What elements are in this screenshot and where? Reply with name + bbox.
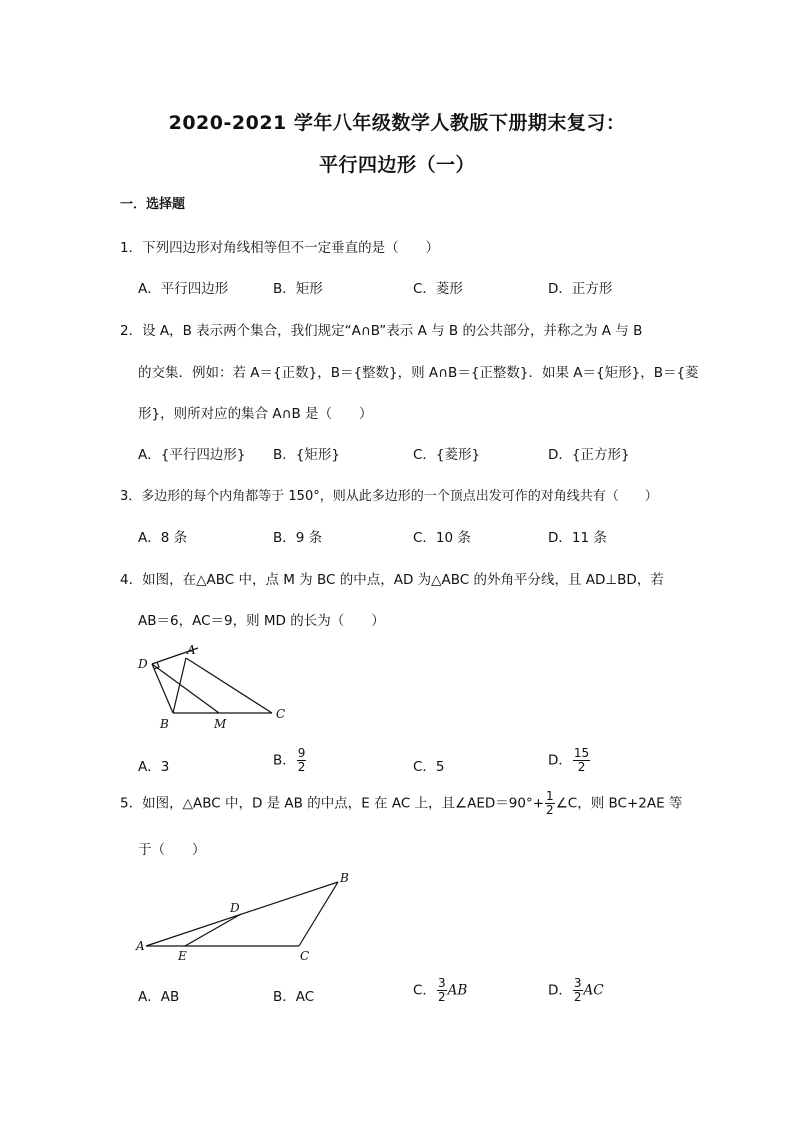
q4-option-d-fraction <box>573 747 590 774</box>
fraction-denominator: 2 <box>297 760 306 774</box>
q4-label-a: A <box>187 643 196 657</box>
q4-option-c: C．5 <box>413 759 445 775</box>
q1-option-d: D．正方形 <box>548 281 613 297</box>
section-heading: 一．选择题 <box>120 197 186 212</box>
q2-line3: 形}，则所对应的集合 A∩B 是（ ） <box>138 406 373 422</box>
q5-label-a: A <box>136 939 145 953</box>
q5-option-c <box>413 977 467 1004</box>
q5-segment-bc <box>299 882 338 946</box>
q5-line2: 于（ ） <box>138 842 206 858</box>
q4-label-m: M <box>214 717 227 731</box>
q2-option-d: D．{正方形} <box>548 447 630 463</box>
fraction-denominator: 2 <box>437 990 446 1004</box>
q4-segment-ac <box>186 658 272 713</box>
q4-option-d <box>548 747 591 774</box>
fraction-numerator: 3 <box>437 976 446 990</box>
q1-option-c: C．菱形 <box>413 281 463 297</box>
q4-option-d-label: D． <box>548 752 572 769</box>
q2-line1: 2．设 A，B 表示两个集合，我们规定“A∩B”表示 A 与 B 的公共部分，并称之为 A 与 B <box>120 323 643 339</box>
q1-option-b: B．矩形 <box>273 281 323 297</box>
q5-label-b: B <box>340 871 349 885</box>
q4-option-b-label: B． <box>273 752 296 769</box>
doc-title-line2: 平行四边形（一） <box>318 154 475 176</box>
q5-option-d-label: D． <box>548 982 572 999</box>
q5-option-c-label: C． <box>413 982 436 999</box>
q5-label-c: C <box>300 949 310 963</box>
q4-line1: 4．如图，在△ABC 中，点 M 为 BC 的中点，AD 为△ABC 的外角平分线，且 AD⊥BD，若 <box>120 572 664 588</box>
q4-label-b: B <box>160 717 169 731</box>
q5-line1-text-b: ∠C，则 BC+2AE 等 <box>555 795 683 812</box>
q5-option-c-fraction <box>437 977 447 1004</box>
q5-segment-ab <box>146 882 338 946</box>
fraction-numerator: 3 <box>573 976 582 990</box>
q5-option-d <box>548 977 604 1004</box>
q5-option-d-fraction <box>573 977 583 1004</box>
q4-line2: AB＝6，AC＝9，则 MD 的长为（ ） <box>138 613 385 629</box>
q5-figure <box>130 868 360 968</box>
q5-option-c-text: AB <box>447 982 468 999</box>
q2-option-a: A．{平行四边形} <box>138 447 246 463</box>
q2-line2: 的交集．例如：若 A＝{正数}，B＝{整数}，则 A∩B＝{正整数}．如果 A＝{矩形}，B＝{菱 <box>138 365 699 381</box>
q3-option-d: D．11 条 <box>548 530 607 546</box>
doc-title-line1: 2020-2021 学年八年级数学人教版下册期末复习： <box>168 112 626 134</box>
q5-label-e: E <box>178 949 187 963</box>
fraction-numerator: 15 <box>573 746 590 760</box>
q3-option-c: C．10 条 <box>413 530 471 546</box>
q5-option-b: B．AC <box>273 989 315 1005</box>
fraction-numerator: 1 <box>546 789 554 803</box>
q5-option-a: A．AB <box>138 989 180 1005</box>
q4-label-c: C <box>276 707 286 721</box>
q3-text: 3．多边形的每个内角都等于 150°，则从此多边形的一个顶点出发可作的对角线共有（ ） <box>120 489 658 504</box>
q4-option-b <box>273 747 307 774</box>
q4-figure <box>130 640 300 735</box>
q5-half-fraction <box>545 790 555 817</box>
q2-option-b: B．{矩形} <box>273 447 340 463</box>
fraction-denominator: 2 <box>577 760 586 774</box>
q2-option-c: C．{菱形} <box>413 447 481 463</box>
q3-option-b: B．9 条 <box>273 530 323 546</box>
q1-option-a: A．平行四边形 <box>138 281 229 297</box>
q1-text: 1．下列四边形对角线相等但不一定垂直的是（ ） <box>120 240 440 256</box>
q4-option-b-fraction <box>297 747 307 774</box>
q4-segment-ab <box>173 658 186 713</box>
q4-label-d: D <box>138 657 148 671</box>
q5-line1-text-a: 5．如图，△ABC 中，D 是 AB 的中点，E 在 AC 上，且∠AED＝90°+ <box>120 795 545 812</box>
q3-option-a: A．8 条 <box>138 530 188 546</box>
q4-option-a: A．3 <box>138 759 170 775</box>
fraction-denominator: 2 <box>573 990 582 1004</box>
q5-option-d-text: AC <box>583 982 604 999</box>
q5-label-d: D <box>230 901 240 915</box>
fraction-denominator: 2 <box>546 803 554 817</box>
q5-line1 <box>120 790 682 817</box>
fraction-numerator: 9 <box>297 746 306 760</box>
